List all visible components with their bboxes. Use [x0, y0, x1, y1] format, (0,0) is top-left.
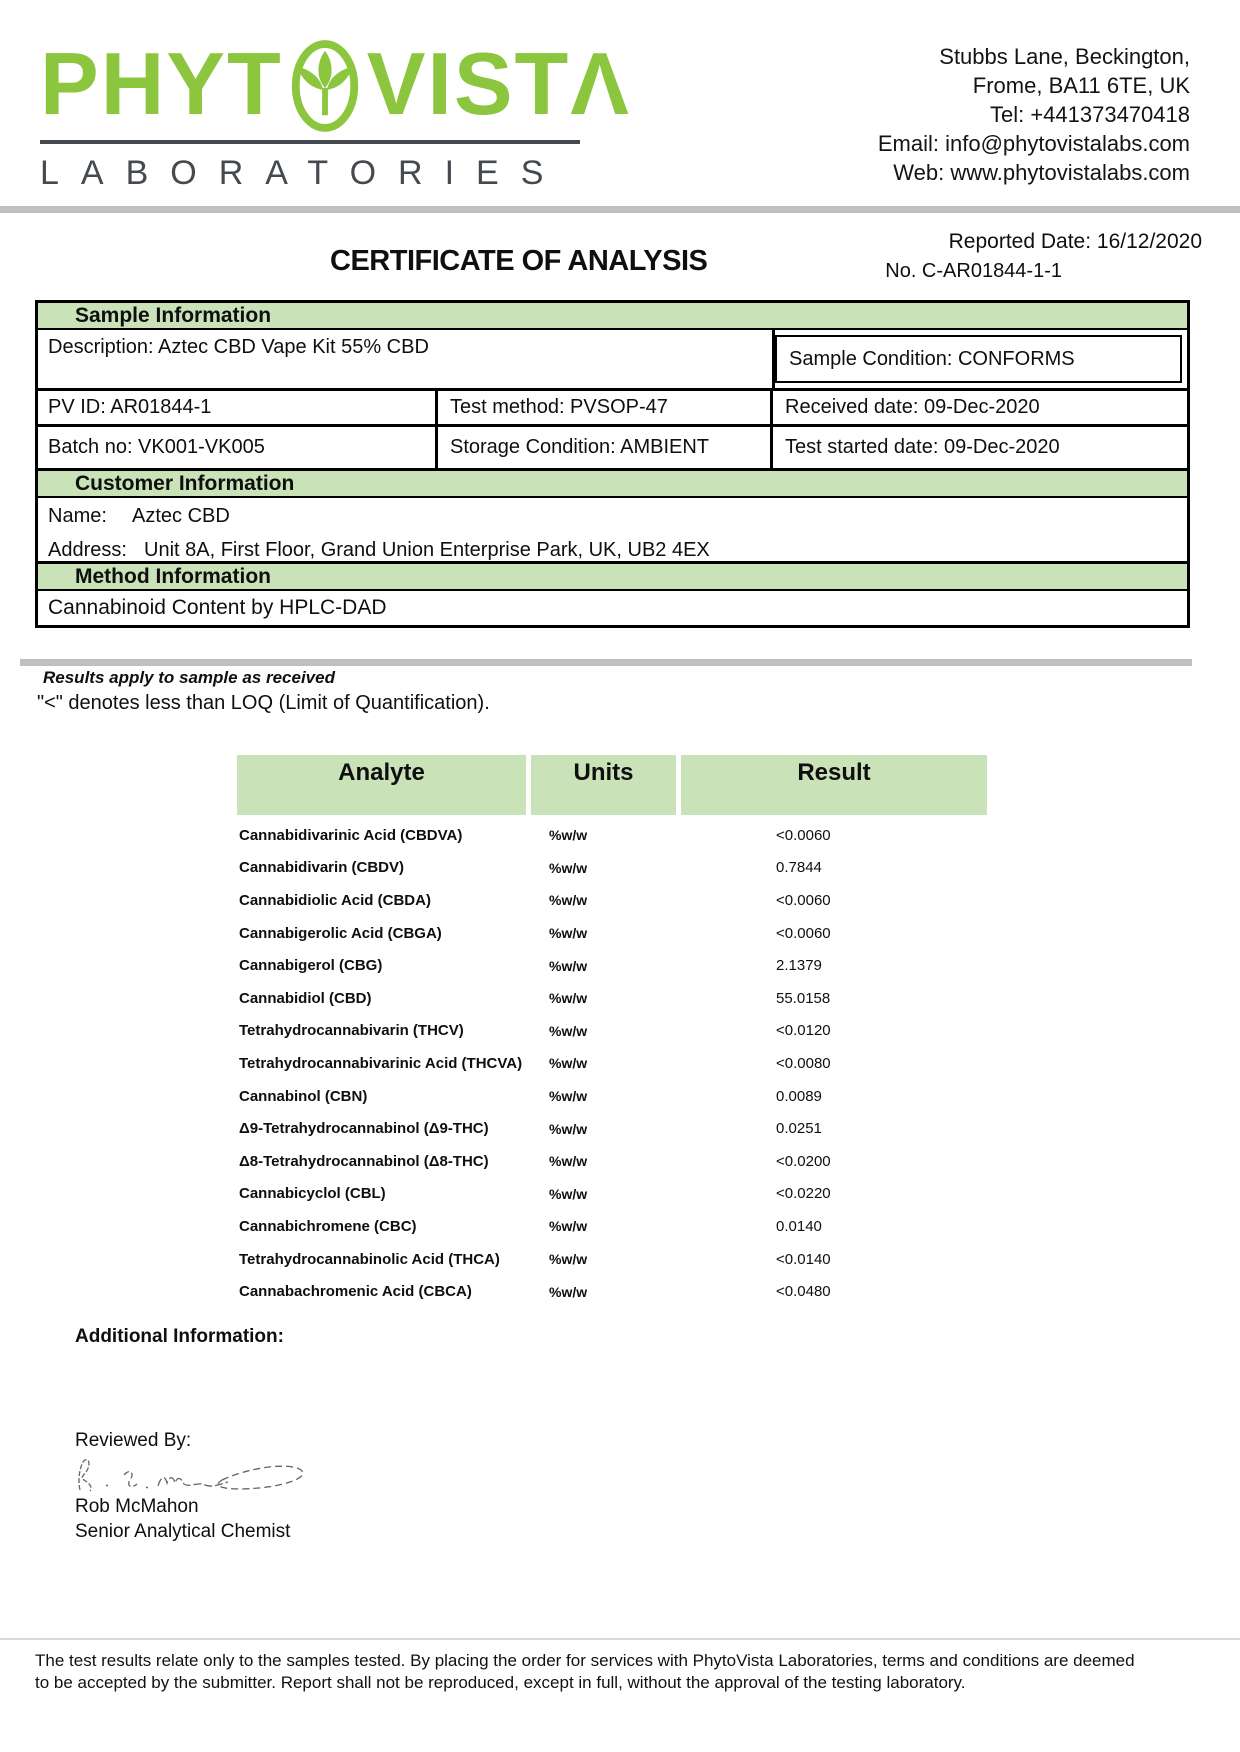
- storage-condition: Storage Condition: AMBIENT: [438, 427, 773, 468]
- analyte-units: %w/w: [549, 1153, 588, 1170]
- logo-wordmark: [40, 34, 631, 134]
- header-analyte: Analyte: [237, 755, 526, 815]
- analyte-units: %w/w: [549, 990, 588, 1007]
- analyte-units: %w/w: [549, 1251, 588, 1268]
- mid-divider: [20, 659, 1192, 666]
- method-name: Cannabinoid Content by HPLC-DAD: [48, 596, 387, 619]
- results-note: Results apply to sample as received: [43, 668, 335, 687]
- table-row: [237, 982, 987, 1015]
- table-row: [237, 1047, 987, 1080]
- signature-image: [70, 1450, 320, 1498]
- analyte-name: Tetrahydrocannabinolic Acid (THCA): [239, 1250, 500, 1268]
- analyte-result: <0.0220: [776, 1185, 831, 1203]
- table-row: [237, 1210, 987, 1243]
- analyte-name: Cannabidivarinic Acid (CBDVA): [239, 826, 463, 844]
- analyte-result: <0.0060: [776, 924, 831, 942]
- additional-information-label: Additional Information:: [75, 1326, 284, 1347]
- analyte-name: Δ8-Tetrahydrocannabinol (Δ8-THC): [239, 1152, 489, 1170]
- pv-id: PV ID: AR01844-1: [38, 391, 438, 424]
- table-row: [237, 884, 987, 917]
- analyte-result: <0.0140: [776, 1250, 831, 1268]
- sample-condition: Sample Condition: CONFORMS: [775, 335, 1182, 383]
- table-row: [237, 917, 987, 950]
- analyte-name: Cannabidiolic Acid (CBDA): [239, 891, 431, 909]
- table-row: [237, 1243, 987, 1276]
- footer-divider: [0, 1638, 1240, 1640]
- analyte-units: %w/w: [549, 1218, 588, 1235]
- results-table-body: [237, 819, 987, 1308]
- analyte-units: %w/w: [549, 957, 588, 974]
- document-title: CERTIFICATE OF ANALYSIS: [330, 245, 708, 277]
- contact-address-line-1: Stubbs Lane, Beckington,: [939, 44, 1190, 69]
- test-method: Test method: PVSOP-47: [438, 391, 773, 424]
- analyte-units: %w/w: [549, 859, 588, 876]
- analyte-name: Cannabichromene (CBC): [239, 1217, 417, 1235]
- customer-name-value: Aztec CBD: [132, 505, 230, 527]
- contact-web: Web: www.phytovistalabs.com: [893, 160, 1190, 185]
- reviewed-by-label: Reviewed By:: [75, 1430, 192, 1451]
- reviewer-title: Senior Analytical Chemist: [75, 1521, 291, 1542]
- analyte-name: Tetrahydrocannabivarinic Acid (THCVA): [239, 1054, 523, 1072]
- results-table-header: [237, 755, 987, 815]
- analyte-name: Tetrahydrocannabivarin (THCV): [239, 1022, 464, 1040]
- analyte-name: Cannabidivarin (CBDV): [239, 859, 405, 877]
- table-row: [237, 949, 987, 982]
- section-method-information: Method Information: [38, 564, 1187, 591]
- analyte-result: 0.0140: [776, 1217, 822, 1235]
- contact-address-line-2: Frome, BA11 6TE, UK: [972, 73, 1190, 98]
- customer-address-row: [48, 539, 1177, 562]
- analyte-result: 55.0158: [776, 989, 831, 1007]
- report-number: No. C-AR01844-1-1: [885, 260, 1062, 282]
- results-table: [237, 755, 987, 1308]
- analyte-units: %w/w: [549, 1088, 588, 1105]
- logo: [40, 34, 631, 193]
- test-started-date: Test started date: 09-Dec-2020: [785, 436, 1060, 458]
- analyte-units: %w/w: [549, 892, 588, 909]
- table-row: [237, 1178, 987, 1211]
- analyte-result: <0.0060: [776, 826, 831, 844]
- table-row: [237, 1112, 987, 1145]
- analyte-result: <0.0060: [776, 891, 831, 909]
- table-row: [237, 852, 987, 885]
- analyte-units: %w/w: [549, 1120, 588, 1137]
- analyte-result: <0.0480: [776, 1283, 831, 1301]
- sample-batch-row: [38, 427, 1187, 471]
- analyte-name: Cannabigerol (CBG): [239, 957, 383, 975]
- logo-subtitle: LABORATORIES: [40, 154, 566, 192]
- table-row: [237, 819, 987, 852]
- analyte-name: Cannabigerolic Acid (CBGA): [239, 924, 442, 942]
- table-row: [237, 1145, 987, 1178]
- table-row: [237, 1080, 987, 1113]
- logo-text-start: PHYT: [40, 34, 283, 133]
- customer-details: [38, 498, 1187, 564]
- customer-name-label: Name:: [48, 505, 107, 527]
- analyte-result: 0.0251: [776, 1120, 822, 1138]
- top-divider: [0, 206, 1240, 213]
- info-table: [35, 300, 1190, 628]
- analyte-units: %w/w: [549, 1022, 588, 1039]
- footer-disclaimer: The test results relate only to the samples tested. By placing the order for services with PhytoVista Laboratories, terms and conditions are deemed to be accepted by the submitter. Report shall not be reproduced, except in full, without the approval of the testing laboratory.: [35, 1651, 1135, 1692]
- analyte-result: <0.0080: [776, 1054, 831, 1072]
- analyte-units: %w/w: [549, 1283, 588, 1300]
- sample-ids-row: [38, 391, 1187, 427]
- sample-description: Description: Aztec CBD Vape Kit 55% CBD: [38, 330, 775, 388]
- received-date: Received date: 09-Dec-2020: [785, 396, 1040, 418]
- analyte-units: %w/w: [549, 1185, 588, 1202]
- reviewer-name: Rob McMahon: [75, 1496, 199, 1517]
- analyte-result: 0.7844: [776, 859, 822, 877]
- customer-address-label: Address:: [48, 539, 127, 561]
- logo-text-end: VISTΛ: [366, 34, 631, 133]
- analyte-result: 0.0089: [776, 1087, 822, 1105]
- contact-phone: Tel: +441373470418: [989, 102, 1190, 127]
- table-row: [237, 1275, 987, 1308]
- loq-note: "<" denotes less than LOQ (Limit of Quantification).: [37, 692, 490, 714]
- analyte-name: Cannabidiol (CBD): [239, 989, 372, 1007]
- analyte-units: %w/w: [549, 1055, 588, 1072]
- customer-address-value: Unit 8A, First Floor, Grand Union Enterprise Park, UK, UB2 4EX: [144, 539, 710, 561]
- analyte-name: Cannabachromenic Acid (CBCA): [239, 1283, 472, 1301]
- leaf-icon: [286, 36, 364, 136]
- analyte-result: <0.0120: [776, 1022, 831, 1040]
- table-row: [237, 1015, 987, 1048]
- analyte-result: 2.1379: [776, 957, 822, 975]
- header-units: Units: [531, 755, 676, 815]
- reported-date: Reported Date: 16/12/2020: [948, 230, 1202, 253]
- sample-description-row: [38, 330, 1187, 391]
- batch-no: Batch no: VK001-VK005: [38, 427, 438, 468]
- analyte-units: %w/w: [549, 827, 588, 844]
- sample-condition-wrap: [775, 330, 1187, 388]
- analyte-result: <0.0200: [776, 1152, 831, 1170]
- logo-divider: [40, 140, 580, 144]
- analyte-units: %w/w: [549, 925, 588, 942]
- section-customer-information: Customer Information: [38, 471, 1187, 498]
- header-result: Result: [681, 755, 987, 815]
- customer-name-row: [48, 505, 1177, 528]
- analyte-name: Cannabinol (CBN): [239, 1087, 368, 1105]
- contact-email: Email: info@phytovistalabs.com: [877, 131, 1190, 156]
- analyte-name: Cannabicyclol (CBL): [239, 1185, 386, 1203]
- analyte-name: Δ9-Tetrahydrocannabinol (Δ9-THC): [239, 1120, 489, 1138]
- contact-block: [878, 42, 1190, 187]
- section-sample-information: Sample Information: [38, 303, 1187, 330]
